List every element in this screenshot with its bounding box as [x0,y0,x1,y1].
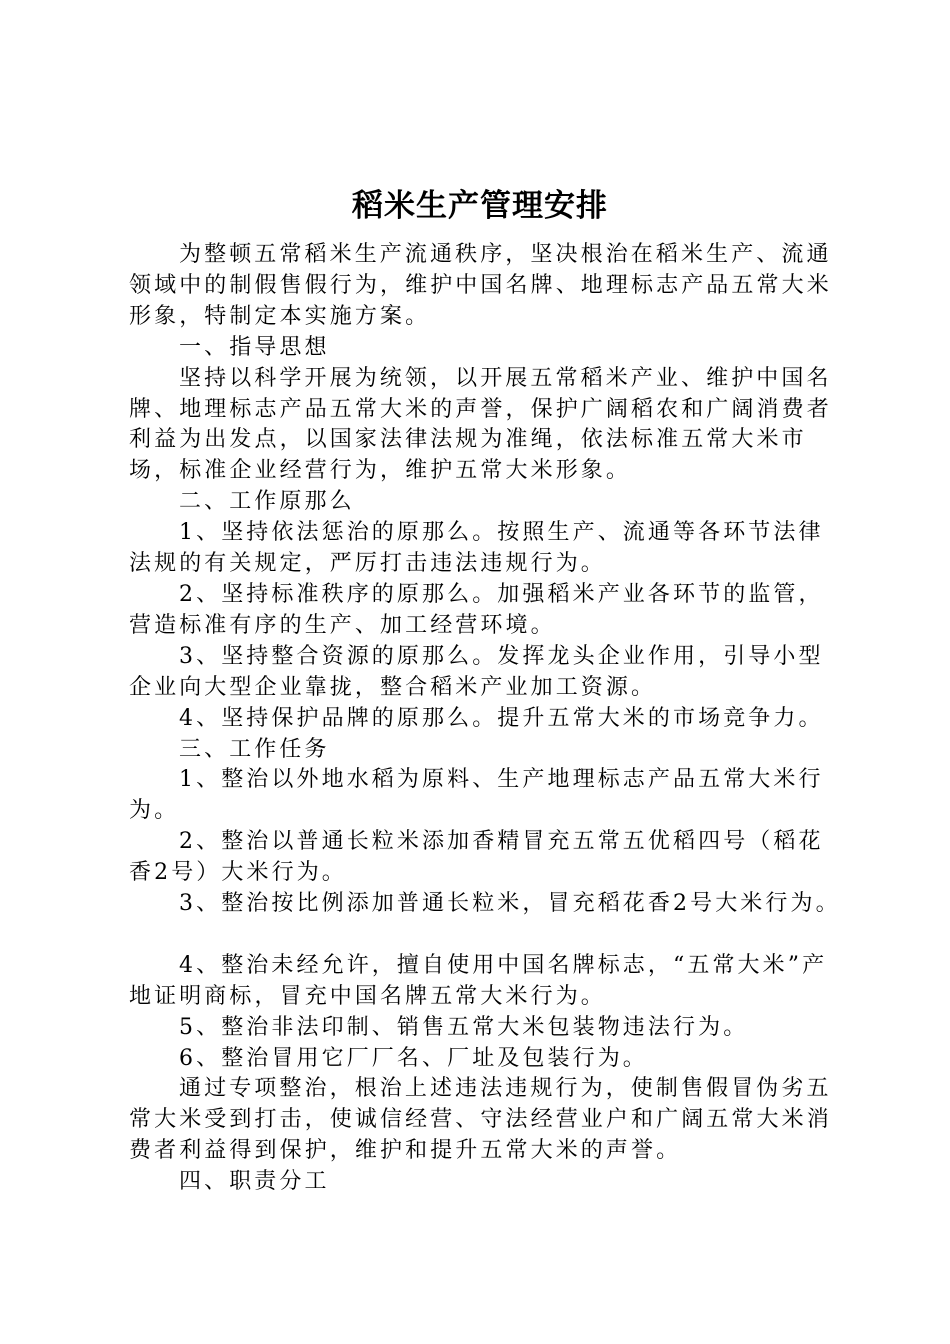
guiding-ideology-paragraph: 坚持以科学开展为统领，以开展五常稻米产业、维护中国名牌、地理标志产品五常大米的声誉，保护广阔稻农和广阔消费者利益为出发点，以国家法律法规为准绳，依法标准五常大米市场，标准企业经营行为，维护五常大米形象。 [129,365,832,484]
principle-item-1: 1、坚持依法惩治的原那么。按照生产、流通等各环节法律法规的有关规定，严厉打击违法违规行为。 [129,520,824,577]
document-body [129,240,841,1198]
section-heading-responsibilities: 四、职责分工 [179,1169,330,1195]
task-item-6: 6、整治冒用它厂厂名、厂址及包装行为。 [179,1045,648,1071]
task-item-3: 3、整治按比例添加普通长粒米，冒充稻花香2号大米行为。 [179,891,841,917]
document-title: 稻米生产管理安排 [352,188,608,224]
principle-item-3: 3、坚持整合资源的原那么。发挥龙头企业作用，引导小型企业向大型企业靠拢，整合稻米产业加工资源。 [129,643,824,700]
intro-paragraph: 为整顿五常稻米生产流通秩序，坚决根治在稻米生产、流通领域中的制假售假行为，维护中国名牌、地理标志产品五常大米形象，特制定本实施方案。 [129,242,832,329]
tasks-summary-paragraph: 通过专项整治，根治上述违法违规行为，使制售假冒伪劣五常大米受到打击，使诚信经营、守法经营业户和广阔五常大米消费者利益得到保护，维护和提升五常大米的声誉。 [129,1076,832,1164]
task-item-4: 4、整治未经允许，擅自使用中国名牌标志，“五常大米”产地证明商标，冒充中国名牌五常大米行为。 [129,952,828,1009]
task-item-2: 2、整治以普通长粒米添加香精冒充五常五优稻四号（稻花香2号）大米行为。 [129,829,824,886]
section-heading-work-principles: 二、工作原那么 [179,489,355,515]
task-item-5: 5、整治非法印制、销售五常大米包装物违法行为。 [179,1014,749,1040]
section-heading-guiding-ideology: 一、指导思想 [179,334,330,360]
task-item-1: 1、整治以外地水稻为原料、生产地理标志产品五常大米行为。 [129,767,824,824]
section-heading-work-tasks: 三、工作任务 [179,736,330,762]
blank-line [129,920,841,951]
principle-item-4: 4、坚持保护品牌的原那么。提升五常大米的市场竞争力。 [179,705,824,731]
principle-item-2: 2、坚持标准秩序的原那么。加强稻米产业各环节的监管，营造标准有序的生产、加工经营环境。 [129,581,824,638]
